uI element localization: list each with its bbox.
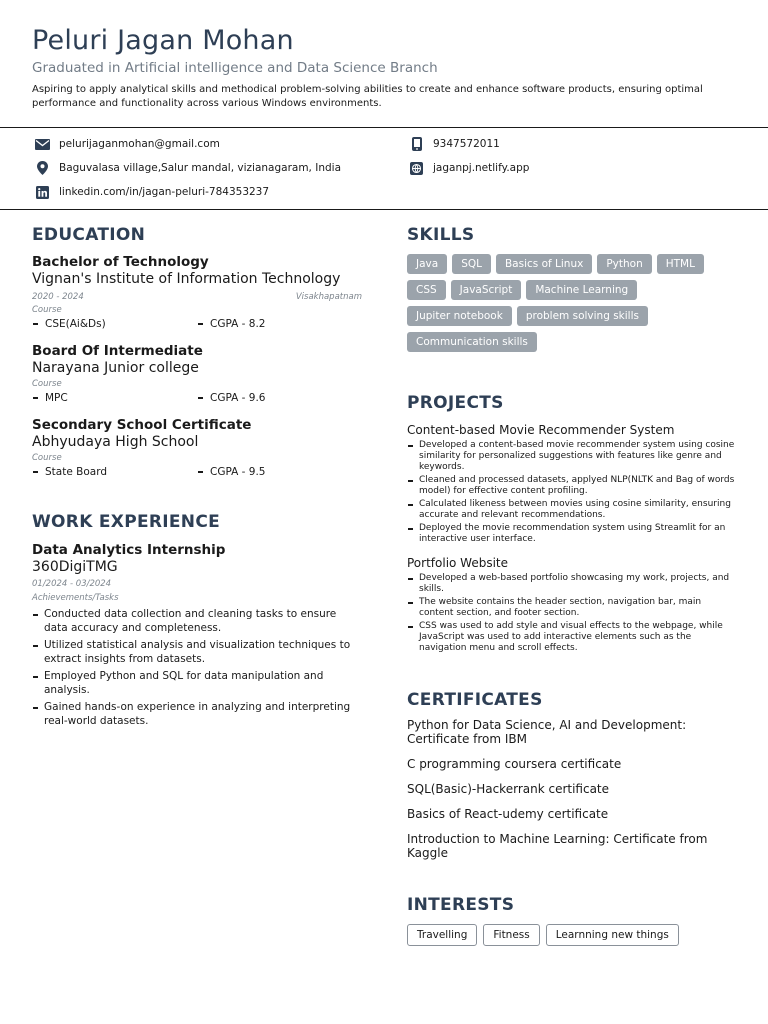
projects-title: PROJECTS bbox=[407, 393, 504, 413]
task-item: Utilized statistical analysis and visualization techniques to extract insights from datasets. bbox=[32, 639, 362, 666]
dash-bullet bbox=[198, 323, 203, 325]
education-meta bbox=[32, 291, 362, 303]
education-entry bbox=[32, 254, 362, 331]
project-point: Calculated likeness between movies using cosine similarity, ensuring accurate and relevant recommendations. bbox=[407, 499, 737, 521]
skill-chip: Communication skills bbox=[407, 332, 537, 352]
education-dates: 2020 - 2024 bbox=[32, 292, 84, 302]
project-point: Developed a web-based portfolio showcasing my work, projects, and skills. bbox=[407, 573, 737, 595]
project-point: CSS was used to add style and visual effects to the webpage, while JavaScript was used to add interactive elements such as the navigation menu and scroll effects. bbox=[407, 621, 737, 654]
degree-name: Board Of Intermediate bbox=[32, 343, 203, 359]
education-entry bbox=[32, 417, 362, 479]
dash-bullet bbox=[33, 323, 38, 325]
degree-name: Secondary School Certificate bbox=[32, 417, 252, 433]
resume-header bbox=[32, 24, 742, 110]
course-grade: CGPA - 8.2 bbox=[210, 318, 266, 330]
certificate-item: Introduction to Machine Learning: Certificate from Kaggle bbox=[407, 832, 708, 860]
contact-location bbox=[34, 161, 341, 175]
course-grade: CGPA - 9.6 bbox=[210, 392, 266, 404]
project-point: Cleaned and processed datasets, applyed NLP(NLTK and Bag of words model) for effective content profiling. bbox=[407, 475, 737, 497]
institution-name: Narayana Junior college bbox=[32, 360, 199, 376]
location-pin-icon bbox=[34, 161, 51, 175]
project-point: Deployed the movie recommendation system using Streamlit for an interactive user interface. bbox=[407, 523, 737, 545]
institution-name: Abhyudaya High School bbox=[32, 434, 199, 450]
task-item: Employed Python and SQL for data manipulation and analysis. bbox=[32, 670, 362, 697]
course-label: Course bbox=[32, 305, 62, 315]
certificate-item: Basics of React-udemy certificate bbox=[407, 807, 609, 821]
degree-name: Bachelor of Technology bbox=[32, 254, 209, 270]
contact-phone[interactable] bbox=[408, 137, 500, 151]
skill-chip: Basics of Linux bbox=[496, 254, 592, 274]
company-name: 360DigiTMG bbox=[32, 559, 118, 575]
education-entry bbox=[32, 343, 362, 405]
project-point: Developed a content-based movie recommender system using cosine similarity for personalized suggestions with features like genre and keywords. bbox=[407, 440, 737, 473]
contact-block bbox=[32, 135, 752, 205]
phone-icon bbox=[408, 137, 425, 151]
institution-name: Vignan's Institute of Information Technology bbox=[32, 271, 341, 287]
course-label: Course bbox=[32, 379, 62, 389]
project-name: Content-based Movie Recommender System bbox=[407, 423, 675, 437]
skill-chip: CSS bbox=[407, 280, 446, 300]
interests-list bbox=[407, 924, 737, 946]
skill-chip: HTML bbox=[657, 254, 704, 274]
skill-chip: Jupiter notebook bbox=[407, 306, 512, 326]
interest-chip: Fitness bbox=[483, 924, 539, 946]
skill-chip: JavaScript bbox=[451, 280, 522, 300]
contact-linkedin-text: linkedin.com/in/jagan-peluri-784353237 bbox=[59, 186, 270, 198]
contact-email-text: pelurijaganmohan@gmail.com bbox=[59, 138, 220, 150]
candidate-subtitle: Graduated in Artificial intelligence and Data Science Branch bbox=[32, 60, 438, 76]
left-column bbox=[32, 224, 362, 728]
project-point: The website contains the header section, navigation bar, main content section, and footer section. bbox=[407, 597, 737, 619]
project-name: Portfolio Website bbox=[407, 556, 509, 570]
certificate-item: SQL(Basic)-Hackerrank certificate bbox=[407, 782, 610, 796]
course-row bbox=[32, 317, 362, 331]
course-name: State Board bbox=[45, 466, 107, 478]
job-dates: 01/2024 - 03/2024 bbox=[32, 579, 112, 589]
skill-chip: Java bbox=[407, 254, 447, 274]
candidate-name: Peluri Jagan Mohan bbox=[32, 25, 294, 56]
achievements-label: Achievements/Tasks bbox=[32, 593, 119, 603]
course-grade: CGPA - 9.5 bbox=[210, 466, 266, 478]
skill-chip: Machine Learning bbox=[526, 280, 637, 300]
envelope-icon bbox=[34, 137, 51, 151]
certificates-title: CERTIFICATES bbox=[407, 690, 543, 710]
interests-title: INTERESTS bbox=[407, 895, 515, 915]
education-place: Visakhapatnam bbox=[295, 292, 362, 302]
linkedin-icon bbox=[34, 185, 51, 199]
certificate-item: Python for Data Science, AI and Development: Certificate from IBM bbox=[407, 718, 687, 746]
course-row bbox=[32, 465, 362, 479]
task-list bbox=[32, 608, 362, 728]
dash-bullet bbox=[198, 471, 203, 473]
certificate-item: C programming coursera certificate bbox=[407, 757, 622, 771]
skill-chip: Python bbox=[597, 254, 651, 274]
project-points bbox=[407, 573, 737, 654]
dash-bullet bbox=[198, 397, 203, 399]
header-divider bbox=[0, 127, 768, 128]
contact-email[interactable] bbox=[34, 137, 220, 151]
project-points bbox=[407, 440, 737, 545]
task-item: Conducted data collection and cleaning tasks to ensure data accuracy and completeness. bbox=[32, 608, 362, 635]
education-title: EDUCATION bbox=[32, 225, 146, 245]
contact-linkedin[interactable] bbox=[34, 185, 269, 199]
skill-chip: problem solving skills bbox=[517, 306, 648, 326]
skill-chip: SQL bbox=[452, 254, 491, 274]
contact-phone-text: 9347572011 bbox=[433, 138, 500, 150]
contact-website-text: jaganpj.netlify.app bbox=[433, 162, 530, 174]
contact-website[interactable] bbox=[408, 161, 529, 175]
skills-title: SKILLS bbox=[407, 225, 475, 245]
course-name: MPC bbox=[45, 392, 68, 404]
dash-bullet bbox=[33, 397, 38, 399]
career-summary: Aspiring to apply analytical skills and methodical problem-solving abilities to create and enhance software products, ensuring optimal performance and functionality across various Windows environments. bbox=[32, 84, 703, 109]
course-label: Course bbox=[32, 453, 62, 463]
task-item: Gained hands-on experience in analyzing and interpreting real-world datasets. bbox=[32, 701, 362, 728]
contact-location-text: Baguvalasa village,Salur mandal, vizianagaram, India bbox=[59, 162, 342, 174]
interest-chip: Learnning new things bbox=[546, 924, 679, 946]
right-column bbox=[407, 224, 737, 946]
skills-list bbox=[407, 254, 742, 358]
interest-chip: Travelling bbox=[407, 924, 477, 946]
work-experience-title: WORK EXPERIENCE bbox=[32, 512, 221, 532]
dash-bullet bbox=[33, 471, 38, 473]
globe-icon bbox=[408, 161, 425, 175]
course-name: CSE(Ai&Ds) bbox=[45, 318, 106, 330]
course-row bbox=[32, 391, 362, 405]
job-title: Data Analytics Internship bbox=[32, 542, 226, 558]
contact-divider bbox=[0, 209, 768, 210]
